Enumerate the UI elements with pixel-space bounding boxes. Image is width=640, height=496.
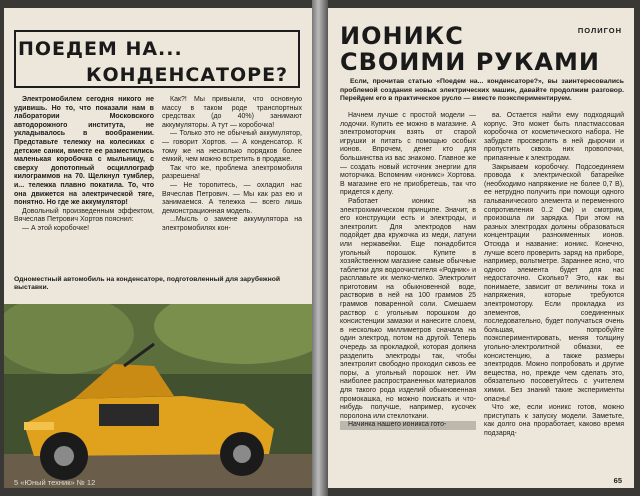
intro-paragraph: Если, прочитав статью «Поедем на... конденсаторе?», вы заинтересовались проблемой создания новых электрических машин, давайте продолжим разговор. Перейдем его в практическое русло — вместе поэкспериментируем. — [340, 78, 624, 103]
paragraph: Довольный произведенным эффектом, Вячеслав Петрович Хортов пояснил: — [14, 207, 154, 224]
car-photo-illustration — [4, 304, 312, 488]
paragraph: — Не торопитесь, — охладил нас Вячеслав Петрович. — Мы как раз ею и занимаемся. А тележка — всего лишь демонстрационная модель. — [162, 181, 302, 215]
paragraph: Начнем лучше с простой модели — лодочки. Купить ее можно в магазине. А электромоторчик взять от старой игрушки и питать с помощью особых ионов. Впрочем, денег кто для большинства из вас знакомо. Главное же — создать новый источник энергии для моторчика. Вспомним «ионикс» Хортова. В магазине его не приобретешь, так что придется к делу. — [340, 112, 476, 197]
article-title-line-2: КОНДЕНСАТОРЕ? — [86, 64, 289, 86]
left-column-2 — [162, 96, 302, 234]
article-title-line-2: СВОИМИ РУКАМИ — [340, 48, 600, 76]
left-column-1 — [14, 96, 154, 234]
photo-caption: Одноместный автомобиль на конденсаторе, подготовленный для зарубежной выставки. — [14, 276, 281, 292]
left-page — [4, 8, 312, 488]
paragraph: ...Мысль о замене аккумулятора на электромобилях кон- — [162, 216, 302, 232]
paragraph: Работает ионикс на электрохимическом принципе. Значит, в его конструкции есть и электроды, и электролит. Для электродов нам подойдет два кружочка из меди, латуни или нержавейки. Еще понадобится угольный порошок. Купите в хозяйственном магазине самые обычные таблетки для водоочистителя «Родник» и расплавьте их мелко-мелко. Электролит приготовим на обыкновенной воде, растворив в ней на 100 граммов 25 граммов поваренной соли. Смешаем раствор с угольным порошком до консистенции замазки и нанесите слоем, в несколько миллиметров сначала на один электрод, потом на другой. Теперь очередь за прокладкой, которая должна разделить электроды так, чтобы электролит свободно проходил сквозь ее поры, а угольный порошок нет. Им наиболее распространенных материалов для такого рода изделий обыкновенная промокашка, но можно поискать и что-нибудь получше, например, кусочек поролона или стеклоткани. — [340, 197, 476, 420]
right-page — [328, 8, 634, 488]
paragraph: Что же, если ионикс готов, можно приступать к запуску модели. Заметьте, как долго она проработает, каково время подзаряд- — [484, 404, 624, 437]
paragraph: — А этой коробочке! — [22, 224, 90, 232]
book-gutter — [312, 0, 328, 496]
paragraph: ва. Остается найти ему подходящий корпус. Это может быть пластмассовая коробочка от косметического набора. Не забудьте просверлить в ней дырочки и пропустить сквозь них проволочки, припаянные к электродам. — [484, 112, 624, 162]
section-rubric: ПОЛИГОН — [577, 26, 622, 35]
article-title-line-1: ИОНИКС — [340, 22, 464, 50]
paragraph: Так что же, проблема электромобиля разрешена! — [162, 164, 302, 181]
right-column-2 — [484, 112, 624, 439]
article-title-line-1: ПОЕДЕМ НА... — [18, 38, 183, 60]
paragraph: Как?! Мы привыкли, что основную массу в таком роде транспортных средствах (до 40%) занимают аккумуляторы. А тут — коробочка! — [162, 96, 302, 129]
car-photo — [4, 304, 312, 488]
paragraph: Закрываем коробочку. Подсоединяем провода к электрической батарейке (необходимо напряжение не более 0,7 В), ее нетрудно получить при помощи одного гальванического элемента и переменного сопротивления 0..2 Ом) и смотрим, произошла ли зарядка. При этом на разных электродах должны образоваться концентрации разноименных ионов. Отсюда и название: ионикс. Конечно, лучше всего проверить заряд на приборе, например, вольтметре. Зараннее ясно, что одного элемента будет для нас недостаточно. Сколько? Это, как вы понимаете, зависит от величины тока и напряжения, которые требуются электромотору. Если прокладка из элементов, соединенных последовательно, будет получаться очень большая, попробуйте поэкспериментировать, меняя толщину угольно-электролитной обмазки, ее консистенцию, а также размеры электродов. Можно попробовать и другие вещества, но, прежде чем сделать это, обязательно посоветуйтесь с учителем химии. Без знаний такие эксперименты опасны! — [484, 163, 624, 403]
page-number: 65 — [613, 476, 622, 485]
right-column-1 — [340, 112, 476, 430]
paragraph: — Только это не обычный аккумулятор, — говорит Хортов. — А конденсатор. К тому же на несколько порядков более емкий, чем можно встретить в продаже. — [162, 130, 302, 164]
page-footer: 5 «Юный техник» № 12 — [14, 478, 96, 487]
lead-paragraph: Электромобилем сегодня никого не удивишь. Но то, что показали нам в лаборатории Московского автодорожного института, не укладывалось в воображении. Представьте тележку на колесиках с детские санки, вместе ее разместились маленькая коробочка с мыльницу, с сверху допотопный осциллограф килограммов на 70. Щелкнул тумблер, и... тележка плавно покатила. То, что она движется на электрической тяге, понятно. Но где же аккумулятор! — [14, 96, 154, 207]
paragraph: Начинка нашего ионикса гото- — [340, 421, 476, 430]
